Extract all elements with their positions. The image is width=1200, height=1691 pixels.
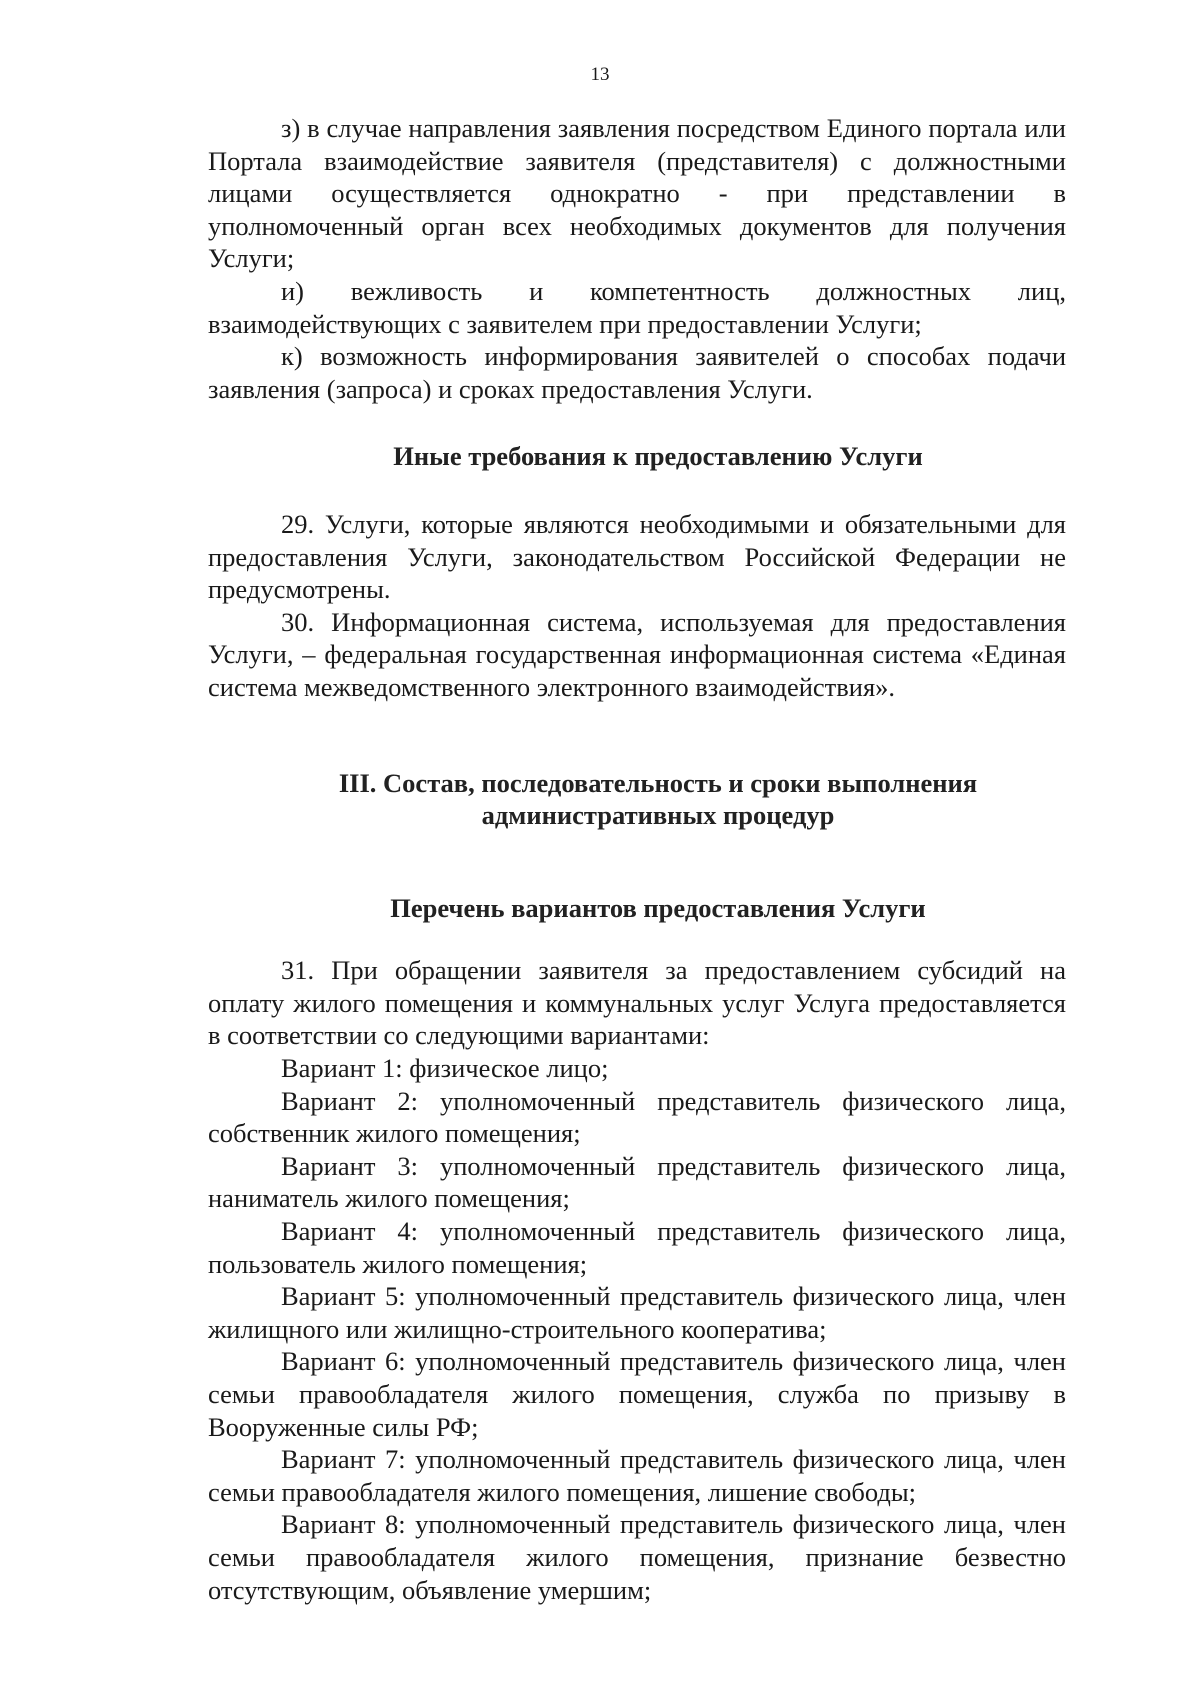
heading-variants-list: Перечень вариантов предоставления Услуги — [390, 892, 926, 923]
section-heading-iii-line1: III. Состав, последовательность и сроки выполнения — [338, 767, 978, 798]
variant-2: Вариант 2: уполномоченный представитель физического лица, собственник жилого помещения; — [208, 1085, 1066, 1149]
variant-5: Вариант 5: уполномоченный представитель физического лица, член жилищного или жилищно-строительного кооператива; — [208, 1281, 1066, 1344]
section-heading-iii-line2: административных процедур — [481, 800, 835, 831]
variant-4: Вариант 4: уполномоченный представитель физического лица, пользователь жилого помещения; — [208, 1216, 1066, 1279]
heading-other-requirements: Иные требования к предоставлению Услуги — [393, 441, 923, 472]
variant-8: Вариант 8: уполномоченный представитель физического лица, член семьи правообладателя жилого помещения, признание безвестно отсутствующим, объявление умершим; — [208, 1509, 1066, 1605]
variant-6: Вариант 6: уполномоченный представитель физического лица, член семьи правообладателя жилого помещения, служба по призыву в Вооруженные силы РФ; — [208, 1346, 1066, 1442]
section-heading-iii — [208, 767, 1066, 832]
paragraph-30: 30. Информационная система, используемая для предоставления Услуги, – федеральная государственная информационная система «Единая система межведомственного электронного взаимодействия». — [208, 606, 1066, 702]
variant-7: Вариант 7: уполномоченный представитель физического лица, член семьи правообладателя жилого помещения, лишение свободы; — [208, 1444, 1066, 1507]
paragraph-31: 31. При обращении заявителя за предоставлением субсидий на оплату жилого помещения и коммунальных услуг Услуга предоставляется в соответствии со следующими вариантами: — [208, 955, 1066, 1051]
document-body — [208, 112, 1066, 1606]
paragraph-29: 29. Услуги, которые являются необходимыми и обязательными для предоставления Услуги, законодательством Российской Федерации не предусмотрены. — [208, 508, 1066, 605]
variant-1: Вариант 1: физическое лицо; — [281, 1053, 609, 1084]
paragraph-item-z: з) в случае направления заявления посредством Единого портала или Портала взаимодействие заявителя (представителя) с должностными лицами осуществляется однократно - при представлении в уполномоченный орган всех необходимых документов для получения Услуги; — [208, 113, 1066, 274]
paragraph-item-i: и) вежливость и компетентность должностных лиц, взаимодействующих с заявителем при предоставлении Услуги; — [208, 275, 1066, 339]
paragraph-item-k: к) возможность информирования заявителей о способах подачи заявления (запроса) и сроках предоставления Услуги. — [208, 341, 1066, 404]
variant-3: Вариант 3: уполномоченный представитель физического лица, наниматель жилого помещения; — [208, 1150, 1066, 1214]
page-number: 13 — [590, 64, 610, 85]
